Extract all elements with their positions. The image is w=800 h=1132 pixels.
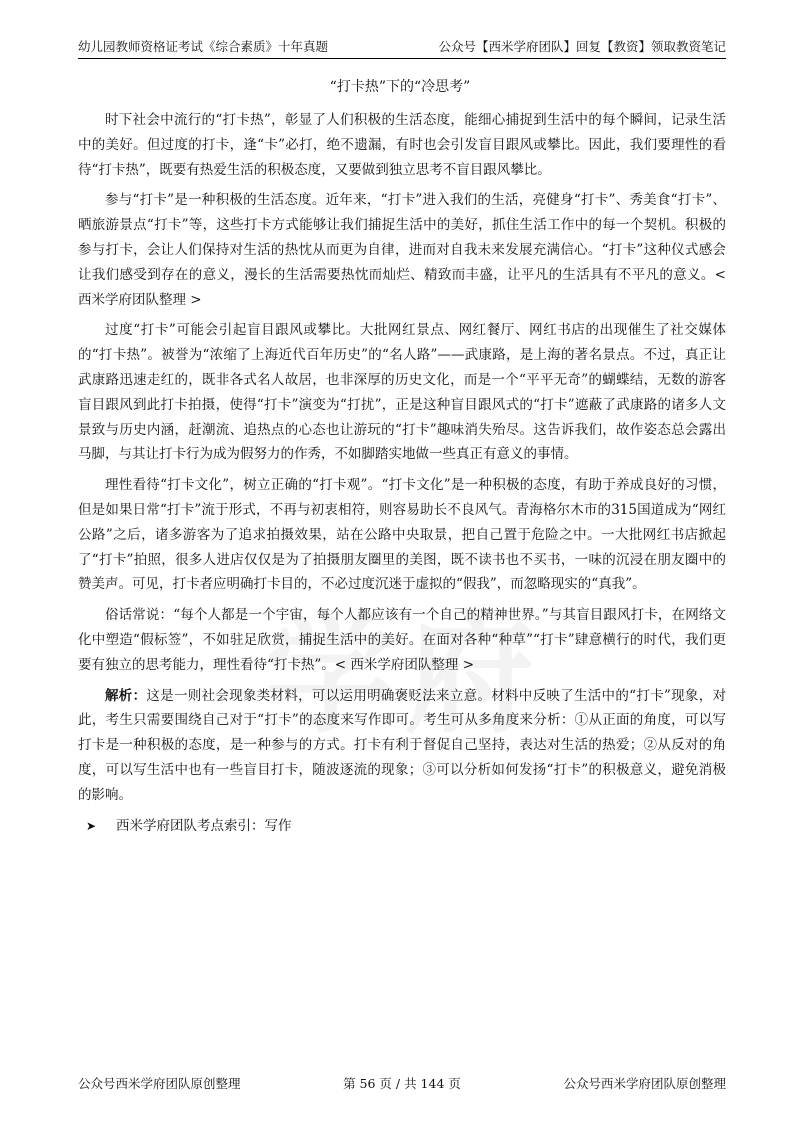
footer-right-text: 公众号西米学府团队原创整理	[563, 1076, 726, 1091]
analysis-paragraph	[78, 684, 726, 808]
page-header	[78, 38, 726, 59]
index-text: 西米学府团队考点索引：写作	[116, 817, 292, 834]
article-body	[78, 108, 726, 844]
paragraph: 俗话常说：“每个人都是一个宇宙，每个人都应该有一个自己的精神世界。”与其盲目跟风打卡，在网络文化中塑造“假标签”，不如驻足欣赏，捕捉生活中的美好。在面对各种“种草”“打卡”肆意横行的时代，我们更要有独立的思考能力，理性看待“打卡热”。< 西米学府团队整理 >	[78, 607, 726, 673]
paragraph: 参与“打卡”是一种积极的生活态度。近年来，“打卡”进入我们的生活，亮健身“打卡”、秀美食“打卡”、晒旅游景点“打卡”等，这些打卡方式能够让我们捕捉生活中的美好，抓住生活工作中的每一个契机。积极的参与打卡，会让人们保持对生活的热忱从而更为自律，进而对自我未来发展充满信心。“打卡”这种仪式感会让我们感受到存在的意义，漫长的生活需要热忱而灿烂、精致而丰盛，让平凡的生活具有不平凡的意义。< 西米学府团队整理 >	[78, 192, 726, 308]
header-left-text: 幼儿园教师资格证考试《综合素质》十年真题	[78, 39, 329, 54]
article-title: “打卡热”下的“冷思考”	[329, 79, 471, 95]
paragraph: 时下社会中流行的“打卡热”，彰显了人们积极的生活态度，能细心捕捉到生活中的每个瞬间，记录生活中的美好。但过度的打卡，逢“卡”必打，绝不遗漏，有时也会引发盲目跟风或攀比。因此，我们要理性的看待“打卡热”，既要有热爱生活的积极态度，又要做到独立思考不盲目跟风攀比。	[78, 112, 726, 178]
arrow-right-icon: ➤	[86, 818, 97, 833]
paragraph: 理性看待“打卡文化”，树立正确的“打卡观”。“打卡文化”是一种积极的态度，有助于养成良好的习惯，但是如果日常“打卡”流于形式，不再与初衷相符，则容易助长不良风气。青海格尔木市的315国道成为“网红公路”之后，诸多游客为了追求拍摄效果，站在公路中央取景，把自己置于危险之中。一大批网红书店掀起了“打卡”拍照，很多人进店仅仅是为了拍摄朋友圈里的美图，既不读书也不买书，一味的沉浸在朋友圈中的赞美声。可见，打卡者应明确打卡目的，不必过度沉迷于虚拟的“假我”，而忽略现实的“真我”。	[78, 477, 726, 593]
analysis-label: 解析：	[105, 687, 147, 704]
index-line	[78, 814, 726, 839]
header-right-text: 公众号【西米学府团队】回复【教资】领取教资笔记	[438, 39, 726, 54]
page-number: 第 56 页 / 共 144 页	[343, 1076, 461, 1091]
footer-left-text: 公众号西米学府团队原创整理	[78, 1076, 241, 1091]
analysis-text: 这是一则社会现象类材料，可以运用明确褒贬法来立意。材料中反映了生活中的“打卡”现象，对此，考生只需要围绕自己对于“打卡”的态度来写作即可。考生可从多角度来分析：①从正面的角度，可以写打卡是一种积极的态度，是一种参与的方式。打卡有利于督促自己坚持，表达对生活的热爱；②从反对的角度，可以写生活中也有一些盲目打卡，随波逐流的现象；③可以分析如何发扬“打卡”的积极意义，避免消极的影响。	[78, 687, 727, 803]
paragraph: 过度“打卡”可能会引起盲目跟风或攀比。大批网红景点、网红餐厅、网红书店的出现催生了社交媒体的“打卡热”。被誉为“浓缩了上海近代百年历史”的“名人路”——武康路，是上海的著名景点。不过，真正让武康路迅速走红的，既非各式名人故居，也非深厚的历史文化，而是一个“平平无奇”的蝴蝶结，无数的游客盲目跟风到此打卡拍摄，使得“打卡”演变为“打扰”，正是这种盲目跟风式的“打卡”遮蔽了武康路的诸多人文景致与历史内涵，赶潮流、追热点的心态也让游玩的“打卡”趣味消失殆尽。这告诉我们，故作姿态总会露出马脚，与其让打卡行为成为假努力的作秀，不如脚踏实地做一些真正有意义的事情。	[78, 322, 726, 463]
page-footer	[78, 1075, 726, 1093]
